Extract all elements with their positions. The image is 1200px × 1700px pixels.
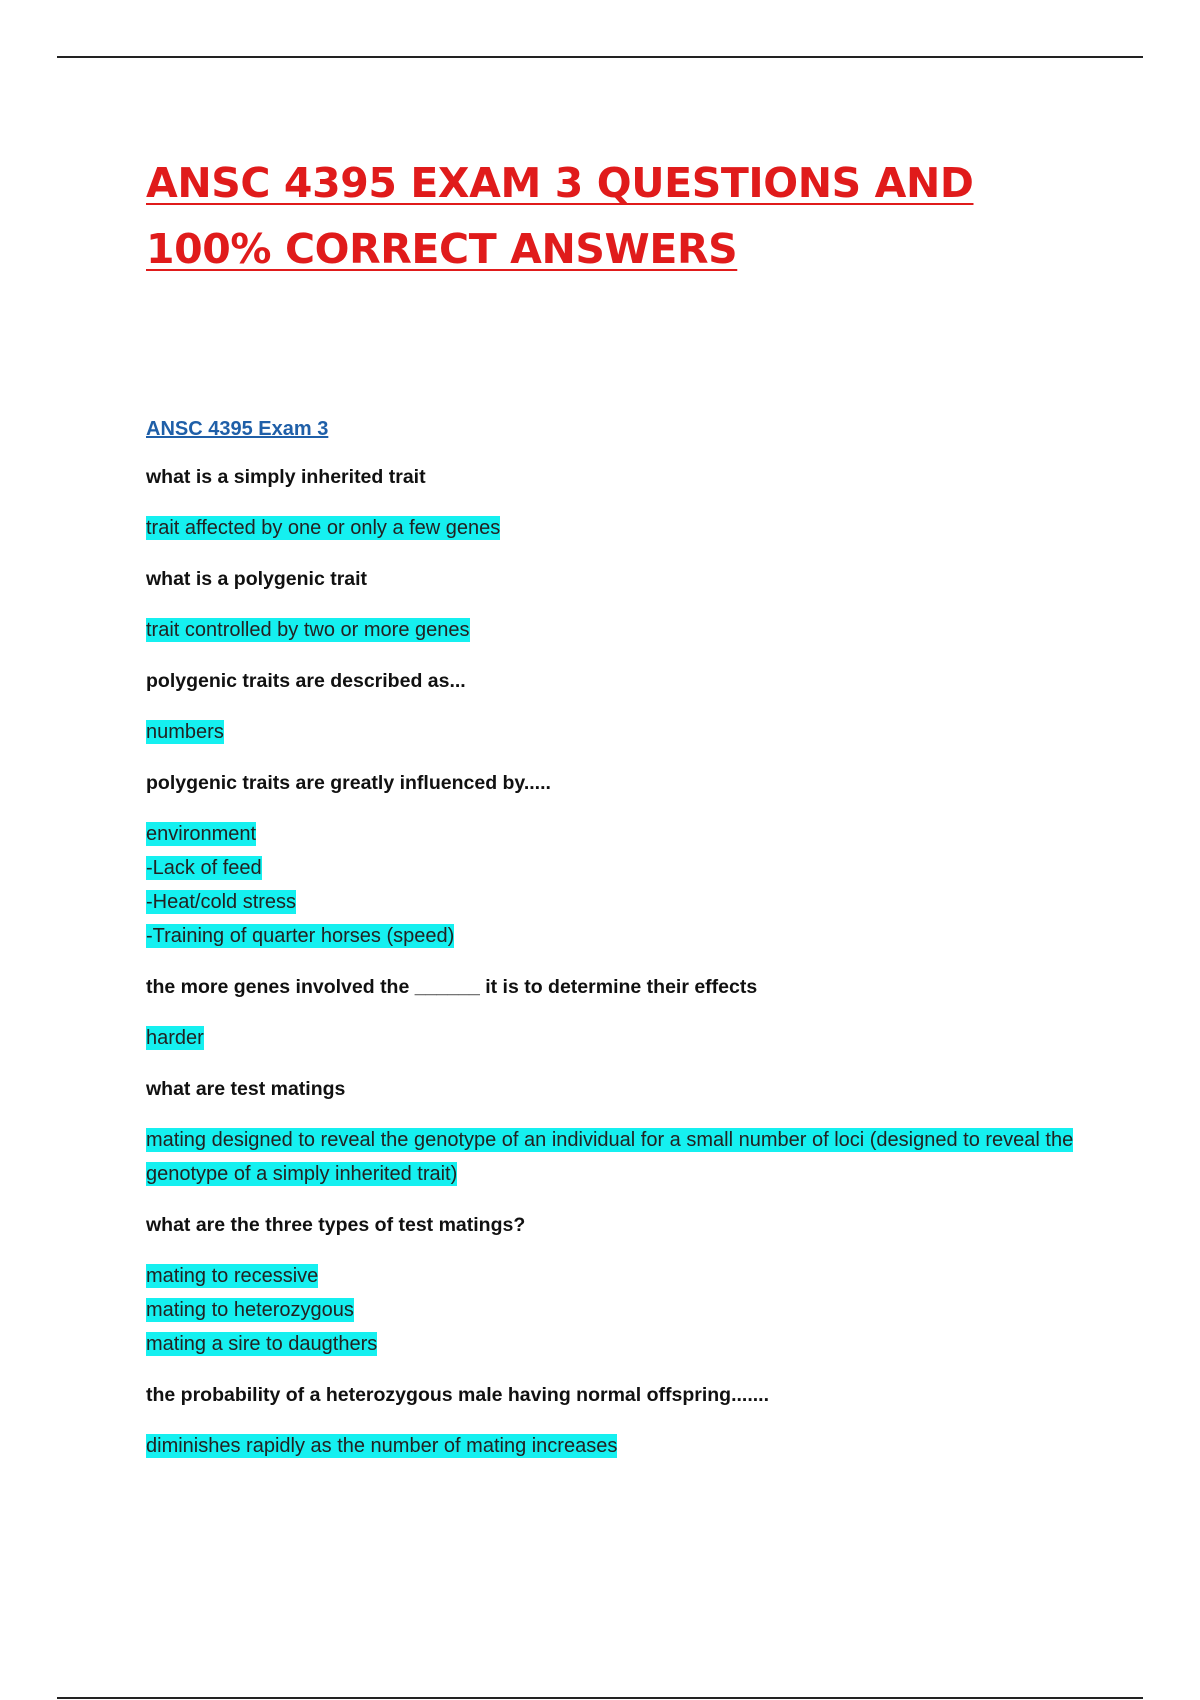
answer-4-line-3: -Heat/cold stress [146, 891, 297, 913]
answer-5-line-1: harder [146, 1027, 204, 1049]
question-4: polygenic traits are greatly influenced by..... [146, 772, 551, 794]
answer-8-line-1: diminishes rapidly as the number of mating increases [146, 1435, 618, 1457]
page-content [146, 150, 1106, 1485]
answer-5 [146, 1021, 1106, 1055]
bottom-rule [57, 1697, 1143, 1699]
answer-7 [146, 1259, 1106, 1361]
answer-7-line-1: mating to recessive [146, 1265, 319, 1287]
answer-6-line-1: mating designed to reveal the genotype of an individual for a small number of loci (designed to reveal the genotype of a simply inherited trait) [146, 1129, 1074, 1185]
answer-3 [146, 715, 1106, 749]
question-5: the more genes involved the ______ it is to determine their effects [146, 976, 758, 998]
answer-7-line-2: mating to heterozygous [146, 1299, 354, 1321]
title-line-2: 100% CORRECT ANSWERS [146, 225, 738, 273]
question-7: what are the three types of test matings? [146, 1214, 526, 1236]
answer-8 [146, 1429, 1106, 1463]
answer-1 [146, 511, 1106, 545]
answer-2-line-1: trait controlled by two or more genes [146, 619, 470, 641]
section-link[interactable]: ANSC 4395 Exam 3 [146, 418, 329, 440]
top-rule [57, 56, 1143, 58]
answer-3-line-1: numbers [146, 721, 224, 743]
answer-4-line-2: -Lack of feed [146, 857, 262, 879]
answer-4-line-4: -Training of quarter horses (speed) [146, 925, 455, 947]
answer-7-line-3: mating a sire to daugthers [146, 1333, 378, 1355]
document-title [146, 150, 1106, 282]
answer-6 [146, 1123, 1106, 1191]
question-8: the probability of a heterozygous male having normal offspring....... [146, 1384, 769, 1406]
answer-4-line-1: environment [146, 823, 257, 845]
question-1: what is a simply inherited trait [146, 466, 426, 488]
question-3: polygenic traits are described as... [146, 670, 466, 692]
title-line-1: ANSC 4395 EXAM 3 QUESTIONS AND [146, 159, 974, 207]
answer-1-line-1: trait affected by one or only a few genes [146, 517, 501, 539]
qa-list [146, 465, 1106, 1463]
answer-4 [146, 817, 1106, 953]
answer-2 [146, 613, 1106, 647]
question-6: what are test matings [146, 1078, 346, 1100]
question-2: what is a polygenic trait [146, 568, 368, 590]
